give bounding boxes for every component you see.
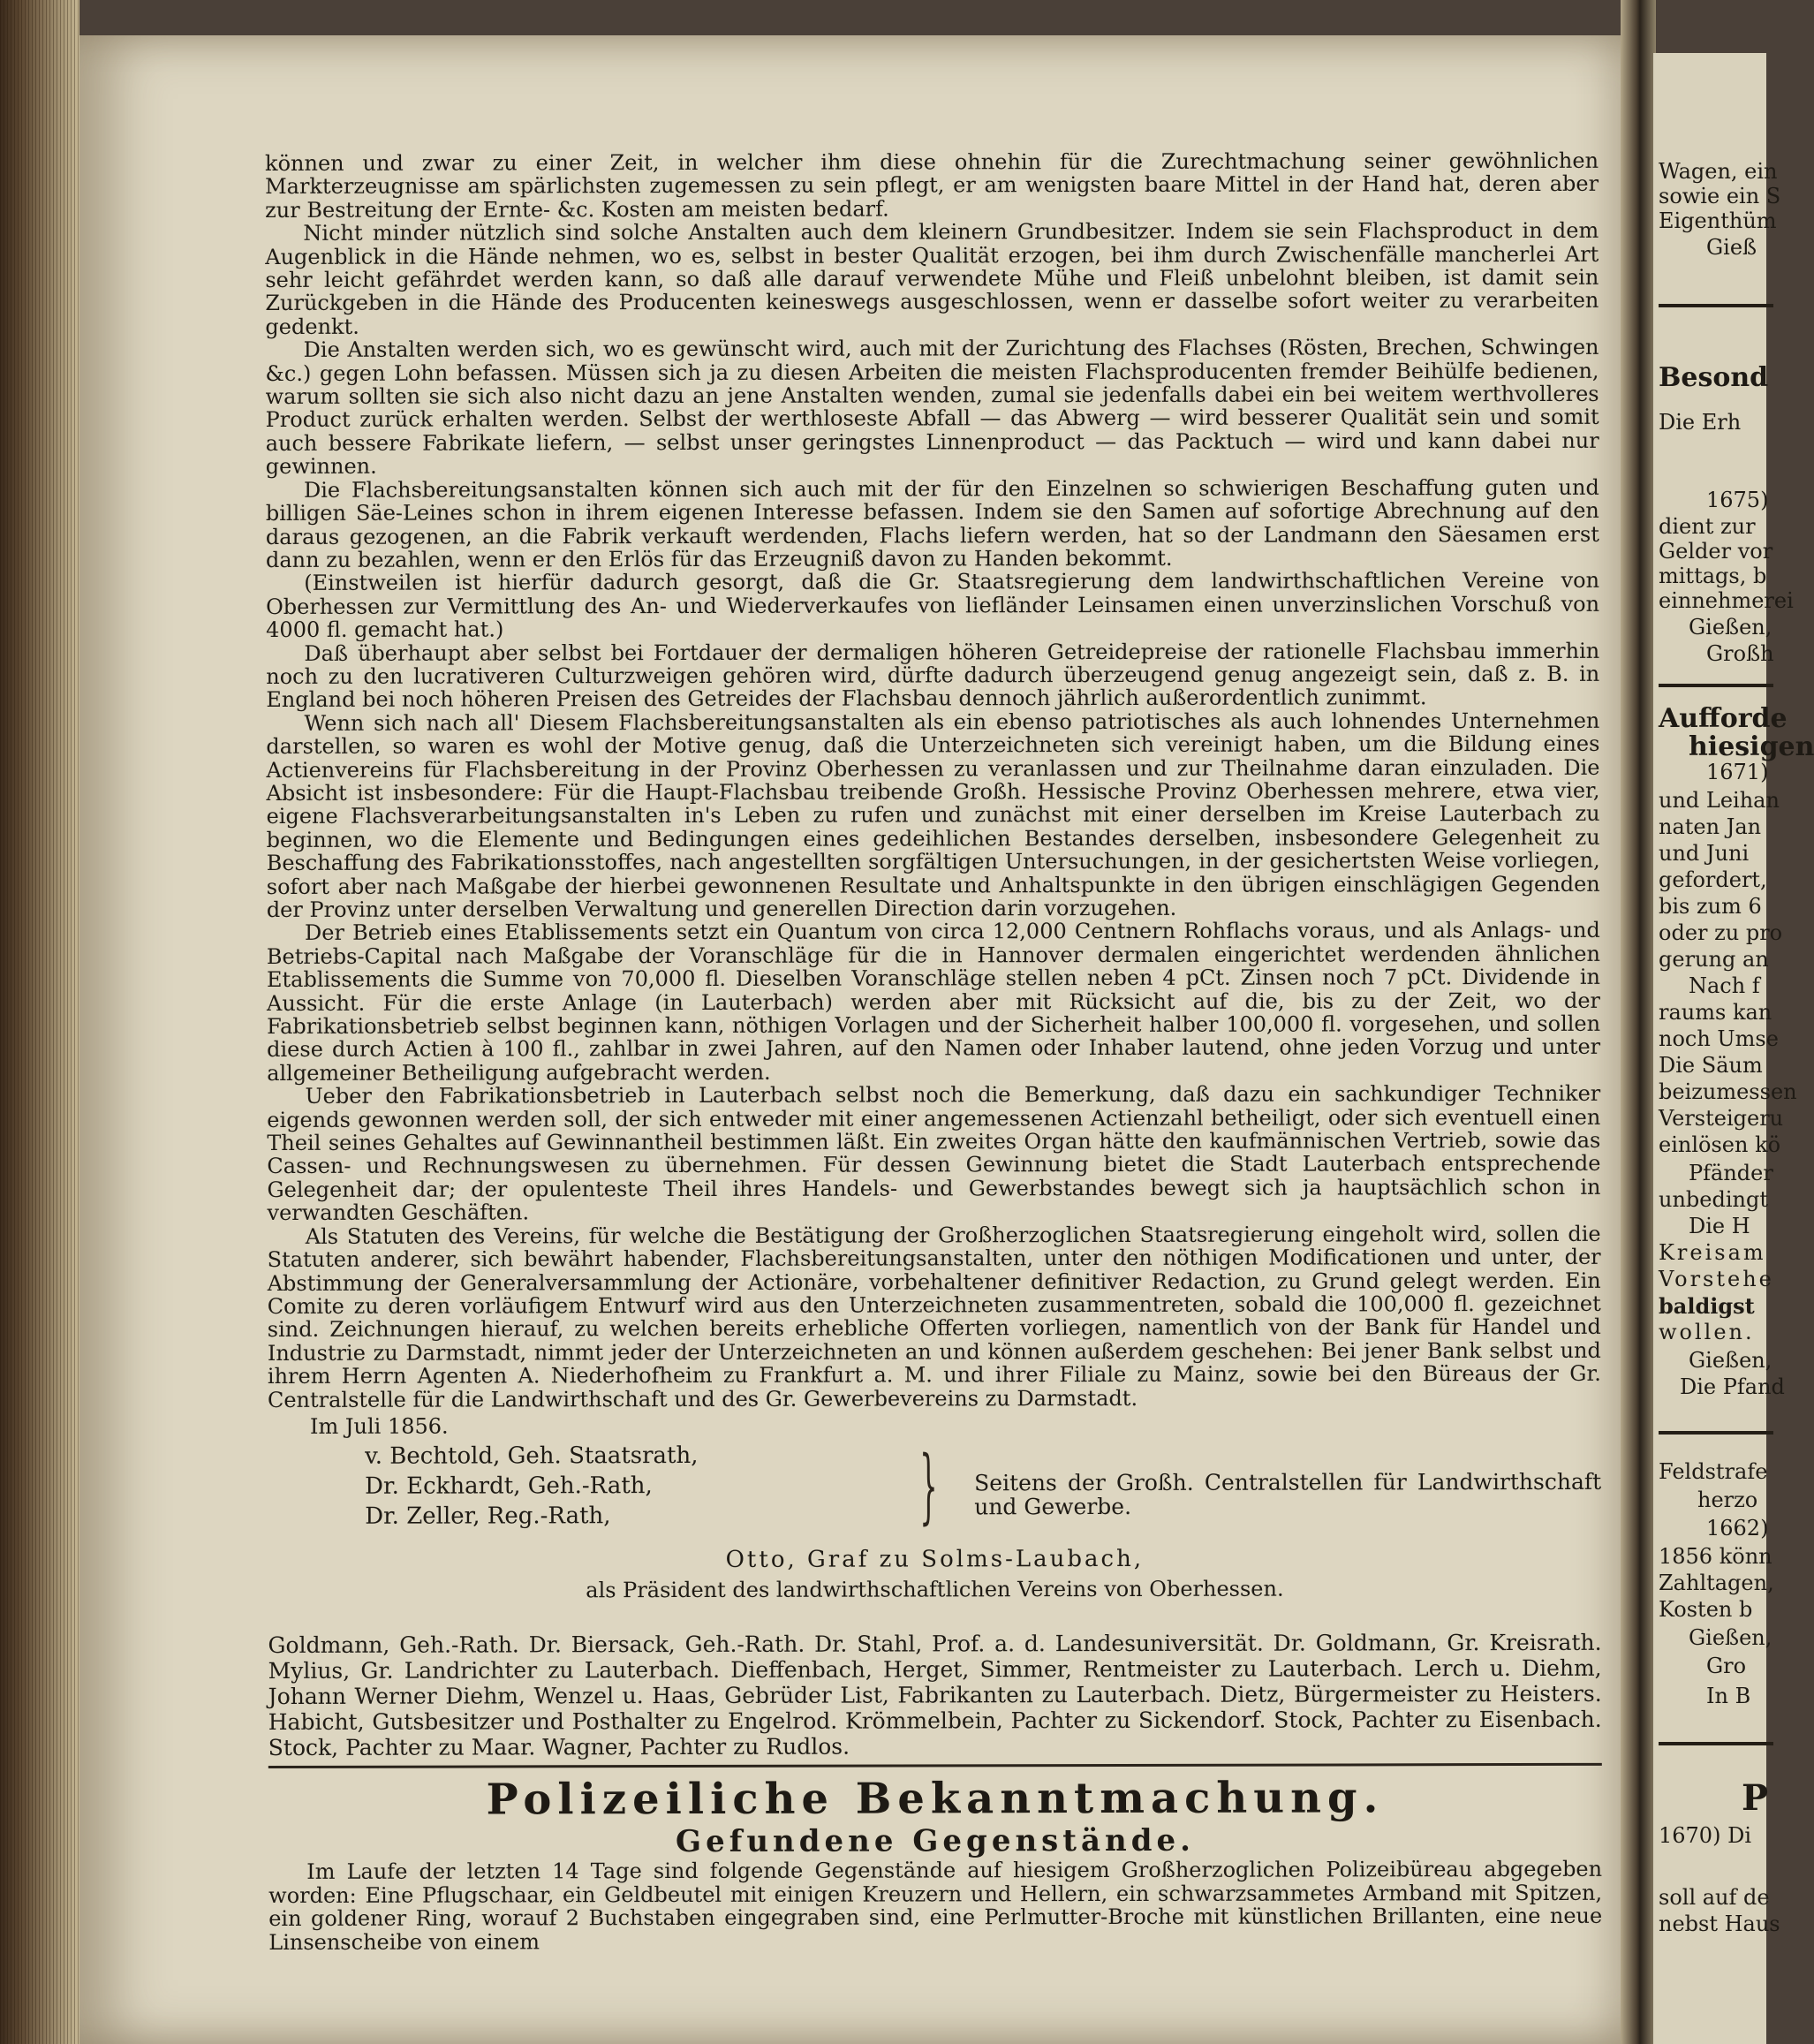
next-page-line: oder zu pro [1659,920,1783,945]
next-page-line: Zahltagen, [1659,1571,1774,1595]
paragraph: Als Statuten des Vereins, für welche die Bestätigung der Großherzoglichen Staatsregierung eingeholt wird, sollen die Statuten anderer, sich bewährt habender, Flachsbereitungsanstalten, unter den nöthigen Modificationen und unter, der Abstimmung der Generalversammlung der Actionäre, vorbehaltener definitiver Redaction, zu Grund gelegt werden. Ein Comite zu deren vorläufigem Entwurf wird aus den Unterzeichneten zusammentreten, sobald die 100,000 fl. gezeichnet sind. Zeichnungen hierauf, zu welchen bereits erhebliche Offerten vorliegen, namentlich von der Bank für Handel und Industrie zu Darmstadt, nimmt jeder der Unterzeichneten an und können außerdem geschehen: Bei jener Bank selbst und ihrem Herrn Agenten A. Niederhofheim zu Frankfurt a. M. und ihrer Filiale zu Mainz, sowie bei den Büreaus der Gr. Centralstelle für die Landwirthschaft und des Gr. Gewerbevereins zu Darmstadt. [267,1221,1601,1412]
next-page-line: raums kan [1659,1000,1772,1025]
paragraph: Daß überhaupt aber selbst bei Fortdauer der dermaligen höheren Getreidepreise der rationelle Flachsbau immerhin noch zu den lucrativeren Culturzweigen gehören wird, dürfte dadurch überzeugend genug angezeigt sein, daß z. B. in England bei noch höheren Preisen des Getreides der Flachsbau dennoch jährlich außerordentlich zunimmt. [266,638,1600,713]
next-page-heading: Besond [1659,362,1769,393]
paragraph: (Einstweilen ist hierfür dadurch gesorgt, daß die Gr. Staatsregierung dem landwirthschaftlichen Vereine von Oberhessen zur Vermittlung des An- und Wiederverkaufes von liefländer Leinsamen einen unverzinslichen Vorschuß von 4000 fl. gemacht hat.) [266,568,1600,643]
next-page-line: beizumessen [1659,1079,1797,1104]
signatories-block [268,1439,1601,1627]
next-page-line: einnehmerei [1659,588,1794,613]
next-page-line: bis zum 6 [1659,894,1762,919]
date-line: Im Juli 1856. [309,1413,449,1439]
signer-name: v. Bechtold, Geh. Staatsrath, [365,1442,699,1471]
next-page-line: Feldstrafe [1659,1459,1768,1484]
next-page-line: In B [1706,1684,1751,1708]
next-page-line: 1671) [1706,760,1769,784]
next-page-line: mittags, b [1659,564,1767,588]
next-page-line: 1856 könn [1659,1544,1772,1569]
next-page-line: soll auf de [1659,1885,1770,1910]
brace-glyph: } [919,1438,938,1533]
president-title: als Präsident des landwirthschaftlichen Vereins von Oberhessen. [586,1576,1284,1603]
president-name: Otto, Graf zu Solms-Laubach, [725,1546,1145,1574]
right-page-edge [1653,53,1814,2044]
signer-name: Dr. Zeller, Reg.-Rath, [365,1503,611,1531]
next-page-line: Gießen, [1689,1348,1772,1373]
paragraph: Der Betrieb eines Etablissements setzt ein Quantum von circa 12,000 Centnern Rohflachs voraus, und als Anlags- und Betriebs-Capital nach Maßgabe der Voranschläge für die in Hannover dermalen eingerichtet werdenden ähnlichen Etablissements die Summe von 70,000 fl. Dieselben Voranschläge stellen neben 4 pCt. Zinsen noch 7 pCt. Dividende in Aussicht. Für die erste Anlage (in Lauterbach) werden aber mit Rücksicht auf die, bis zu der Zeit, wo der Fabrikationsbetrieb selbst beginnen kann, nöthigen Vorlagen und der Sicherheit halber 100,000 fl. vorgesehen, und sollen diese durch Actien à 100 fl., zahlbar in zwei Jahren, auf den Namen oder Inhaber lautend, ohne jeden Vorzug und unter allgemeiner Betheiligung aufgebracht werden. [266,918,1601,1086]
next-page-line: Die Säum [1659,1053,1763,1078]
paragraph: Die Flachsbereitungsanstalten können sich auch mit der für den Einzelnen so schwierigen Beschaffung guten und billigen Säe-Leines schon in ihrem eigenen Interesse befassen. Indem sie den Samen auf sofortige Abrechnung auf den daraus gezogenen, an die Fabrik verkauft werdenden, Flachs liefern werden, hat so der Landmann den Säesamen erst dann zu bezahlen, wenn er den Erlös für das Erzeugniß davon zu Handen bekommt. [265,474,1599,572]
next-page-line: herzo [1697,1488,1758,1512]
next-page-line: Kreisam [1659,1240,1766,1265]
next-page-line: Wagen, ein [1659,159,1778,184]
notice-title: Polizeiliche Bekanntmachung. [486,1773,1385,1825]
members-list: Goldmann, Geh.-Rath. Dr. Biersack, Geh.-Rath. Dr. Stahl, Prof. a. d. Landesuniversität. Dr. Goldmann, Gr. Kreisrath. Mylius, Gr. Landrichter zu Lauterbach. Dieffenbach, Herget, Simmer, Rentmeister zu Lauterbach. Lerch u. Diehm, Johann Werner Diehm, Wenzel u. Haas, Gebrüder List, Fabrikanten zu Lauterbach. Dietz, Bürgermeister zu Heisters. Habicht, Gutsbesitzer und Posthalter zu Engelrod. Krömmelbein, Pachter zu Sickendorf. Stock, Pachter zu Eisenbach. Stock, Pachter zu Maar. Wagner, Pachter zu Rudlos. [268,1630,1602,1761]
next-page-line: Gießen, [1689,615,1772,640]
book-gutter [1621,0,1656,2044]
next-page-line: Gelder vor [1659,539,1773,564]
next-page-line: 1675) [1706,488,1769,512]
next-page-line: wollen. [1659,1320,1755,1344]
next-page-line: naten Jan [1659,814,1762,839]
next-page-line: Vorstehe [1659,1267,1774,1291]
next-page-line: sowie ein S [1659,184,1781,208]
next-page-line: 1662) [1706,1516,1769,1541]
next-page-line: Kosten b [1659,1597,1753,1622]
next-page-heading: P [1742,1777,1769,1819]
next-page-line: Die Pfand [1680,1374,1785,1399]
signers-group-note: Seitens der Großh. Centralstellen für Landwirthschaft und Gewerbe. [974,1469,1602,1520]
signer-name: Dr. Eckhardt, Geh.-Rath, [365,1472,653,1501]
next-page-line: Versteigeru [1659,1106,1784,1131]
next-page-line: Gieß [1706,235,1757,260]
next-page-rule [1659,684,1773,687]
paragraph: Die Anstalten werden sich, wo es gewünscht wird, auch mit der Zurichtung des Flachses (Rösten, Brechen, Schwingen &c.) gegen Lohn befassen. Müssen sich ja zu diesen Arbeiten die meisten Flachsproducenten fremder Beihülfe bedienen, warum sollten sie sich also nicht dazu an jene Anstalten wenden, zumal sie jedenfalls dabei ein bei weitem werthvolleres Product zurück erhalten werden. Selbst der werthloseste Abfall — das Abwerg — wird besserer Qualität sein und somit auch bessere Fabrikate liefern, — selbst unser geringstes Linnenproduct — das Packtuch — wird und kann dabei nur gewinnen. [265,335,1599,480]
main-text-column [265,149,1602,1954]
next-page-line: Gießen, [1689,1625,1772,1650]
notice-text: Im Laufe der letzten 14 Tage sind folgende Gegenstände auf hiesigem Großherzoglichen Polizeibüreau abgegeben worden: Eine Pflugschaar, ein Geldbeutel mit einigen Kreuzern und Hellern, ein schwarzsammetes Armband mit Spitzen, ein goldener Ring, worauf 2 Buchstaben eingegraben sind, eine Perlmutter-Broche mit künstlichen Brillanten, eine neue Linsenscheibe von einem [268,1857,1603,1955]
next-page-heading: hiesigen [1689,731,1814,762]
next-page-line: Nach f [1689,973,1760,998]
next-page-rule [1659,1742,1773,1745]
next-page-line: Pfänder [1689,1161,1773,1185]
background-top [0,0,1766,37]
next-page-line: gefordert, [1659,867,1767,892]
notice-subtitle: Gefundene Gegenstände. [675,1823,1196,1860]
next-page-line: baldigst [1659,1293,1755,1319]
next-page-line: Die Erh [1659,410,1742,435]
next-page-line: Großh [1706,641,1774,666]
next-page-line: Eigenthüm [1659,208,1777,233]
next-page-heading: Aufforde [1659,703,1788,734]
next-page-line: Die H [1689,1214,1750,1238]
paragraph: können und zwar zu einer Zeit, in welcher ihm diese ohnehin für die Zurechtmachung seiner gewöhnlichen Markterzeugnisse am spärlichsten zugemessen zu sein pflegt, er am wenigsten baare Mittel in der Hand hat, deren aber zur Bestreitung der Ernte- &c. Kosten am meisten bedarf. [264,148,1599,223]
next-page-line: gerung an [1659,947,1769,972]
page-edge-lines [0,0,79,2044]
section-divider [268,1763,1602,1768]
next-page-line: und Leihan [1659,788,1780,813]
next-page-line: einlösen kö [1659,1132,1781,1157]
next-page-line: 1670) Di [1659,1823,1751,1848]
paragraph: Nicht minder nützlich sind solche Anstalten auch dem kleinern Grundbesitzer. Indem sie sein Flachsproduct in dem Augenblick in die Hände nehmen, wo es, selbst in bester Qualität erzogen, bei ihm durch Zwischenfälle mancherlei Art sehr leicht gefährdet werden kann, so daß alle darauf verwendete Mühe und Fleiß unbelohnt bleiben, ist damit sein Zurückgeben in die Hände des Producenten keineswegs ausgeschlossen, wenn er dasselbe sofort weiter zu verarbeiten gedenkt. [265,218,1599,339]
next-page-line: unbedingt [1659,1187,1768,1212]
next-page-line: noch Umse [1659,1026,1779,1051]
next-page-line: nebst Haus [1659,1912,1780,1936]
next-page-line: Gro [1706,1654,1747,1678]
next-page-rule [1659,1431,1773,1435]
paragraph: Ueber den Fabrikationsbetrieb in Lauterbach selbst noch die Bemerkung, daß dazu ein sachkundiger Techniker eigends gewonnen werden soll, der sich entweder mit einer angemessenen Actienzahl betheiligt, oder sich eventuell einen Theil seines Gehaltes auf Gewinnantheil bestimmen läßt. Ein zweites Organ hätte den kaufmännischen Vertrieb, sowie das Cassen- und Rechnungswesen zu übernehmen. Für dessen Gewinnung bietet die Stadt Lauterbach entsprechende Gelegenheit dar; der opulenteste Theil ihres Handels- und Gewerbstandes bewegt sich ja hauptsächlich schon in verwandten Geschäften. [267,1081,1601,1226]
signers-group [365,1441,930,1532]
paragraph: Wenn sich nach all' Diesem Flachsbereitungsanstalten als ein ebenso patriotisches als auch lohnendes Unternehmen darstellen, so waren es wohl der Motive genug, daß die Unterzeichneten sich vereinigt haben, um die Bildung eines Actienvereins für Flachsbereitung in der Provinz Oberhessen zu veranlassen und zur Theilnahme daran einzuladen. Die Absicht ist insbesondere: Für die Haupt-Flachsbau treibende Großh. Hessische Provinz Oberhessen mehrere, etwa vier, eigene Flachsverarbeitungsanstalten in's Leben zu rufen und zunächst mit einer derselben im Kreise Lauterbach zu beginnen, wo die Elemente und Bedingungen eines gedeihlichen Bestandes derselben, insbesondere Gelegenheit zu Beschaffung des Fabrikationsstoffes, nach angestellten sorgfältigen Untersuchungen, in der gesichertsten Weise vorliegen, sofort aber nach Maßgabe der hierbei gewonnenen Resultate und Anhaltspunkte in den übrigen einschlägigen Gegenden der Provinz unter derselben Verwaltung und generellen Direction darin vorzugehen. [266,708,1600,922]
next-page-line: dient zur [1659,514,1756,539]
next-page-line: und Juni [1659,841,1750,866]
next-page-rule [1659,304,1773,307]
